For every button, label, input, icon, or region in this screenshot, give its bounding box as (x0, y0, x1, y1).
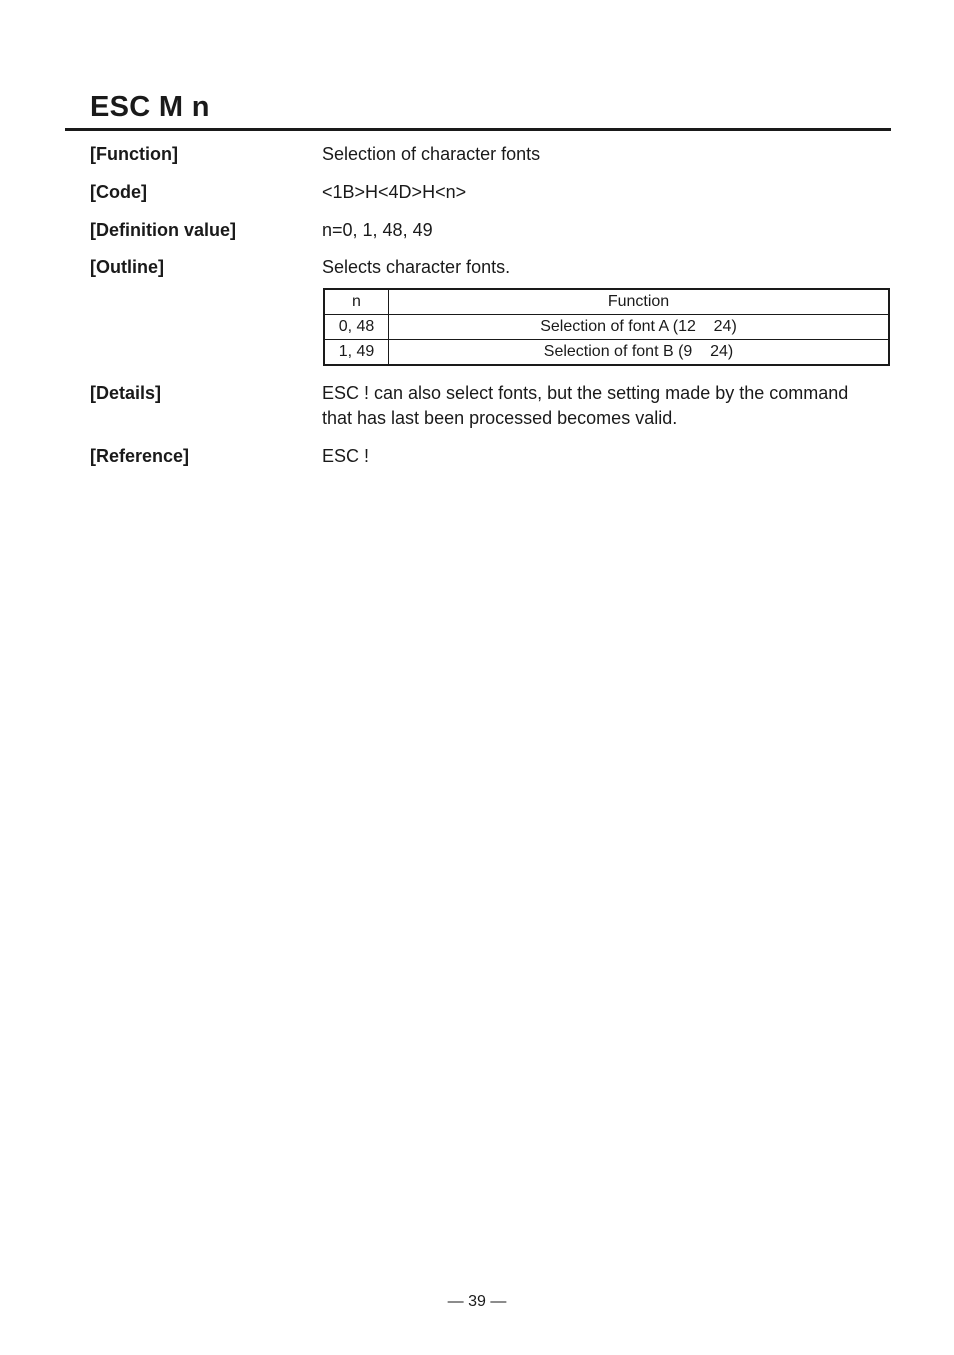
details-line: that has last been processed becomes valid. (322, 408, 678, 428)
details-line: ESC ! can also select fonts, but the setting made by the command (322, 383, 849, 403)
outline-label: [Outline] (90, 257, 164, 277)
definition-value-label: [Definition value] (90, 220, 237, 240)
page-number: — 39 — (447, 1293, 507, 1310)
details-text (322, 381, 897, 431)
definition-value: n=0, 1, 48, 49 (322, 220, 433, 240)
function-value: Selection of character fonts (322, 144, 541, 164)
table-row (324, 315, 889, 340)
code-value: <1B>H<4D>H<n> (322, 182, 467, 202)
table-cell-n: 1, 49 (324, 340, 389, 366)
function-label: [Function] (90, 144, 178, 164)
table-row (324, 340, 889, 366)
table-header-n: n (324, 289, 389, 315)
table-cell-n: 0, 48 (324, 315, 389, 340)
reference-label: [Reference] (90, 446, 190, 466)
table-header-function: Function (389, 289, 890, 315)
title-divider (65, 128, 891, 131)
page-title: ESC M n (90, 91, 210, 123)
code-label: [Code] (90, 182, 147, 202)
outline-value: Selects character fonts. (322, 257, 511, 277)
details-label: [Details] (90, 383, 162, 403)
table-cell-function: Selection of font B (9 24) (389, 340, 890, 366)
reference-value: ESC ! (322, 446, 370, 466)
table-header-row (324, 289, 889, 315)
table-cell-function: Selection of font A (12 24) (389, 315, 890, 340)
font-selection-table (323, 288, 890, 366)
